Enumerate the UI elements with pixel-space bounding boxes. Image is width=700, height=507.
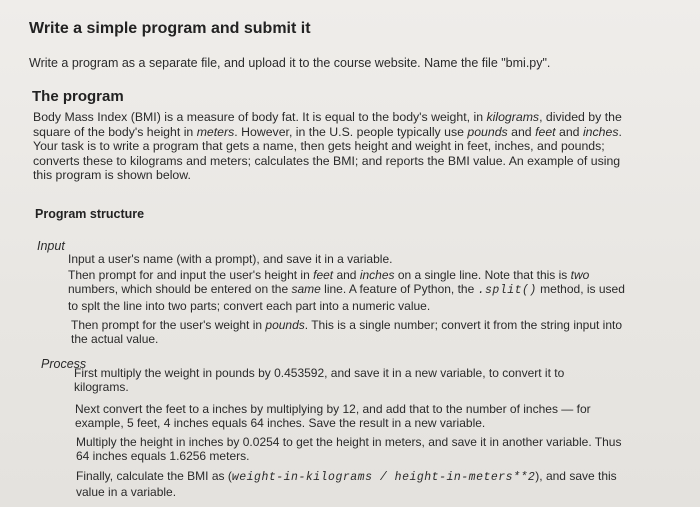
process-step-meters: Multiply the height in inches by 0.0254 to get the height in meters, and save it in another variable. Thus 64 inches equals 1.6256 meters. — [76, 435, 622, 464]
program-description: Body Mass Index (BMI) is a measure of body fat. It is equal to the body's weight, in kilograms, divided by the square of the body's height in meters. However, in the U.S. people typically use pounds and feet and inches. Your task is to write a program that gets a name, then gets height and weight in feet, inches, and pounds; converts these to kilograms and meters; calculates the BMI; and reports the BMI value. An example of using this program is shown below. — [33, 110, 622, 183]
input-label: Input — [37, 239, 65, 253]
input-step-name: Input a user's name (with a prompt), and save it in a variable. — [68, 252, 393, 266]
input-step-height: Then prompt for and input the user's height in feet and inches on a single line. Note that this is two numbers, which should be entered on the same line. A feature of Python, the .split() method, is used to splt the line into two parts; convert each part into a numeric value. — [68, 268, 625, 313]
process-step-bmi: Finally, calculate the BMI as (weight-in-kilograms / height-in-meters**2), and save this value in a variable. — [76, 469, 617, 500]
process-label: Process — [41, 357, 87, 371]
process-step-convert-height: Next convert the feet to a inches by multiplying by 12, and add that to the number of inches — for example, 5 feet, 4 inches equals 64 inches. Save the result in a new variable. — [75, 402, 591, 431]
program-heading: The program — [32, 88, 124, 105]
input-step-weight: Then prompt for the user's weight in pounds. This is a single number; convert it from the string input into the actual value. — [71, 318, 623, 347]
page-title: Write a simple program and submit it — [29, 20, 311, 37]
intro-text: Write a program as a separate file, and upload it to the course website. Name the file "bmi.py". — [29, 56, 551, 70]
process-step-convert-weight: First multiply the weight in pounds by 0.453592, and save it in a new variable, to convert it to kilograms. — [74, 366, 565, 395]
structure-heading: Program structure — [35, 207, 145, 221]
